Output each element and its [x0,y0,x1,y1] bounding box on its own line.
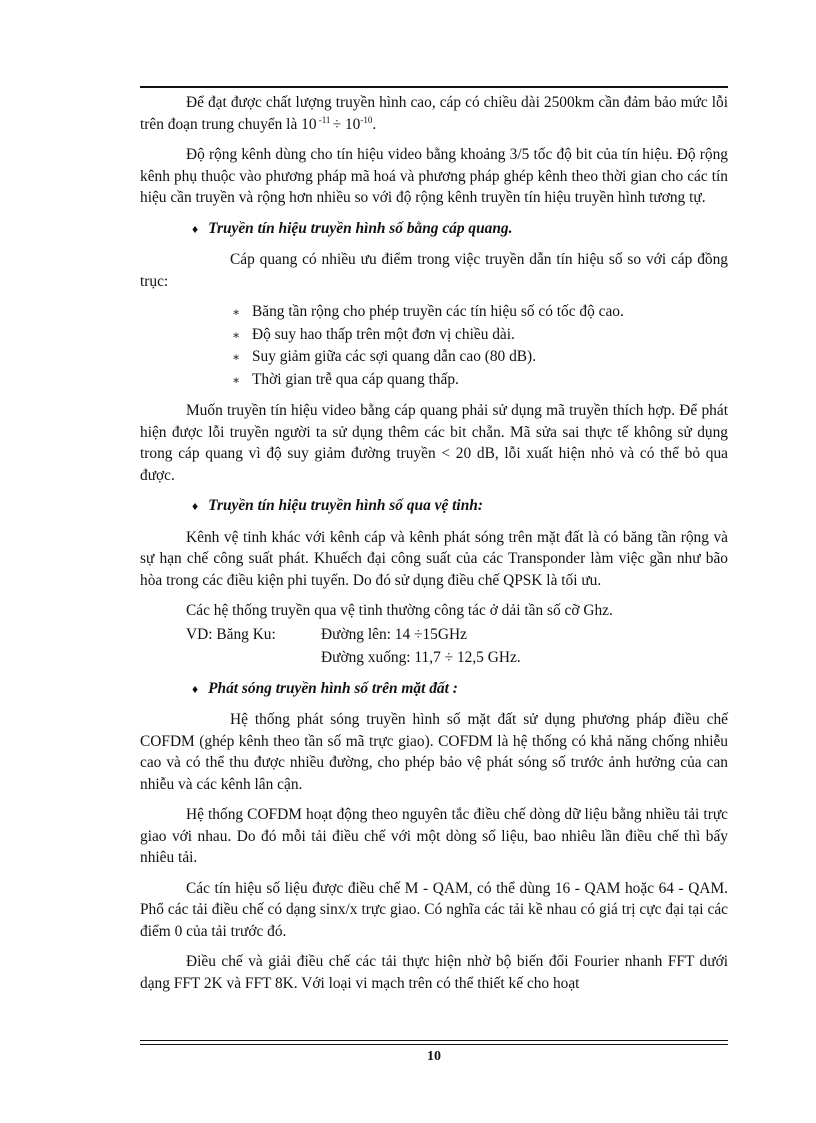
section-heading-fiber [192,218,728,241]
paragraph-text: Để đạt được chất lượng truyền hình cao, cáp có chiều dài 2500km cần đảm bảo mức lỗi trên đoạn trung chuyển là 10 [140,94,728,133]
paragraph-fiber-advantages: Cáp quang có nhiều ưu điểm trong việc truyền dẫn tín hiệu số so với cáp đồng trục: [140,251,728,290]
section-heading-satellite [192,495,728,518]
asterisk-bullet-icon: ∗ [232,372,241,387]
diamond-bullet-icon: ♦ [192,499,199,513]
list-item-text: Suy giảm giữa các sợi quang dẫn cao (80 dB). [252,348,537,365]
heading-text: Truyền tín hiệu truyền hình số bằng cáp quang. [208,219,513,237]
paragraph-fiber-coding: Muốn truyền tín hiệu video bằng cáp quang phải sử dụng mã truyền thích hợp. Để phát hiện được lỗi truyền người ta sử dụng thêm các bit chẵn. Mã sửa sai thực tế không sử dụng trong cáp quang vì độ suy giảm đường truyền < 20 dB, lỗi xuất hiện nhỏ và có thể bỏ qua được. [140,402,728,484]
section-heading-terrestrial [192,678,728,701]
list-item [232,301,728,324]
paragraph-text: . [372,115,377,133]
asterisk-bullet-icon: ∗ [232,350,241,364]
list-item-text: Độ suy hao thấp trên một đơn vị chiều dài. [252,325,515,343]
list-item [232,324,728,347]
paragraph-cable-quality [140,92,728,135]
list-item-text: Thời gian trễ qua cáp quang thấp. [252,370,459,388]
asterisk-bullet-icon: ∗ [232,327,241,342]
list-item-text: Băng tần rộng cho phép truyền các tín hiệu số có tốc độ cao. [252,303,624,320]
paragraph-text: ÷ 10 [332,115,361,133]
page-number: 10 [427,1049,441,1064]
footer-rule-double [140,1044,728,1045]
page-body [140,92,728,1003]
paragraph-satellite-channel: Kênh vệ tinh khác với kênh cáp và kênh phát sóng trên mặt đất là có băng tần rộng và sự hạn chế công suất phát. Khuếch đại công suất của các Transponder làm việc gần như bão hòa trong các điều kiện phi tuyến. Do đó sử dụng điều chế QPSK là tối ưu. [140,528,728,589]
diamond-bullet-icon: ♦ [192,681,199,696]
paragraph-cofdm-operation: Hệ thống COFDM hoạt động theo nguyên tắc điều chế dòng dữ liệu bằng nhiều tải trực giao với nhau. Do đó mỗi tải điều chế với một dòng số liệu, bao nhiêu lần điều chế thì bấy nhiêu tải. [140,806,728,866]
paragraph-cofdm-intro: Hệ thống phát sóng truyền hình số mặt đất sử dụng phương pháp điều chế COFDM (ghép kênh theo tần số mã trực giao). COFDM là hệ thống có khả năng chống nhiễu cao và có thể thu được nhiều đường, cho phép bảo vệ phát sóng số trước ảnh hưởng của can nhiễu và các kênh lân cận. [140,711,728,793]
asterisk-bullet-icon: ∗ [232,305,241,319]
exponent: -11 [316,114,333,125]
uplink-range: Đường lên: 14 ÷15GHz [321,625,467,643]
example-label: VD: Băng Ku: [186,625,276,643]
header-rule [140,86,728,88]
downlink-range: Đường xuống: 11,7 ÷ 12,5 GHz. [321,649,521,666]
heading-text: Phát sóng truyền hình số trên mặt đất : [208,679,458,697]
list-item [232,369,728,392]
fiber-advantages-list [140,301,728,391]
list-item [232,346,728,369]
paragraph-channel-width: Độ rộng kênh dùng cho tín hiệu video bằng khoảng 3/5 tốc độ bit của tín hiệu. Độ rộng kênh phụ thuộc vào phương pháp mã hoá và phương pháp ghép kênh theo thời gian cho các tín hiệu cần truyền và rộng hơn nhiều so với độ rộng kênh truyền tín hiệu truyền hình tương tự. [140,146,728,206]
heading-text: Truyền tín hiệu truyền hình số qua vệ tinh: [208,497,483,514]
paragraph-fft: Điều chế và giải điều chế các tải thực hiện nhờ bộ biến đổi Fourier nhanh FFT dưới dạng FFT 2K và FFT 8K. Với loại vi mạch trên có thể thiết kế cho hoạt [140,953,728,992]
example-row [140,624,728,646]
diamond-bullet-icon: ♦ [192,221,199,236]
footer-rule [140,1040,728,1041]
paragraph-satellite-band: Các hệ thống truyền qua vệ tinh thường công tác ở dải tần số cỡ Ghz. [186,602,613,619]
paragraph-qam: Các tín hiệu số liệu được điều chế M - QAM, có thể dùng 16 - QAM hoặc 64 - QAM. Phổ các tải điều chế có dạng sinx/x trực giao. Có nghĩa các tải kề nhau có giá trị cực đại tại các điểm 0 của tải trước đó. [140,879,728,940]
exponent: -10 [360,114,373,125]
